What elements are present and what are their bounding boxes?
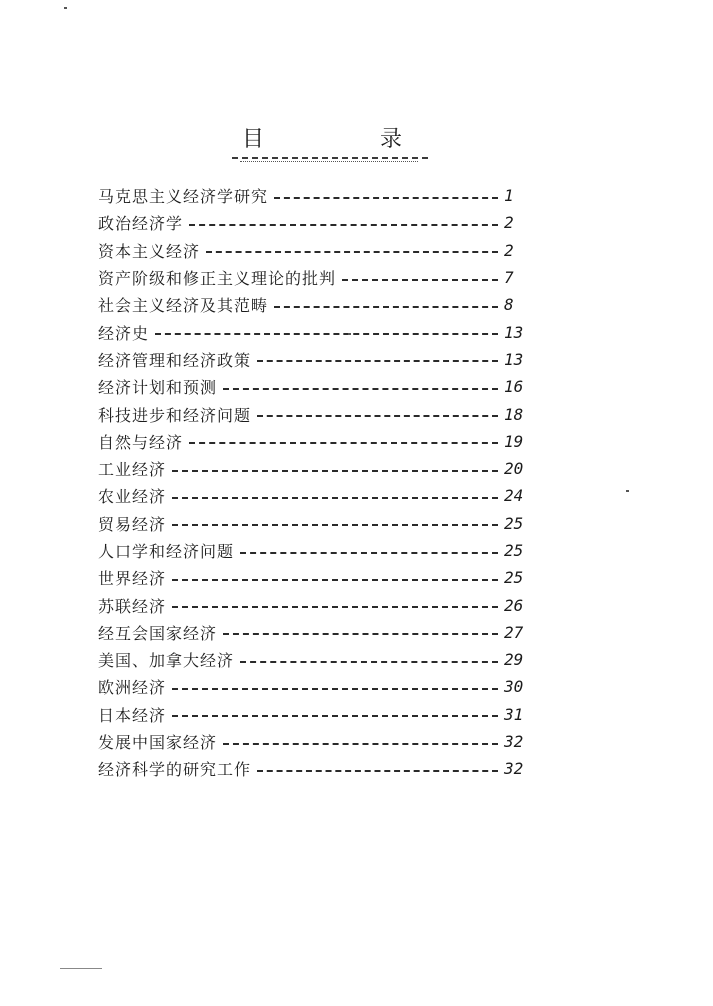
toc-entry xyxy=(98,619,528,646)
dot-leader xyxy=(172,579,498,581)
toc-entry-label: 资产阶级和修正主义理论的批判 xyxy=(98,269,337,289)
toc-entry-page-number: 13 xyxy=(504,322,524,342)
toc-entry-label: 经互会国家经济 xyxy=(98,623,218,643)
title-underline-secondary xyxy=(240,161,418,162)
toc-entry-label: 贸易经济 xyxy=(98,514,167,534)
dot-leader xyxy=(172,715,498,717)
toc-entry xyxy=(98,537,528,564)
toc-entry-page-number: 31 xyxy=(504,704,524,724)
toc-entry-page-number: 18 xyxy=(504,404,524,424)
toc-entry-label: 政治经济学 xyxy=(98,214,184,234)
dot-leader xyxy=(257,415,498,417)
page-title xyxy=(240,126,430,156)
toc-entry-label: 经济科学的研究工作 xyxy=(98,760,252,780)
toc-entry-label: 农业经济 xyxy=(98,487,167,507)
toc-entry-page-number: 26 xyxy=(504,595,524,615)
toc-entry-page-number: 32 xyxy=(504,732,524,752)
dot-leader xyxy=(274,306,498,308)
toc-entry xyxy=(98,209,528,236)
toc-entry-page-number: 2 xyxy=(504,213,514,233)
dot-leader xyxy=(172,497,498,499)
toc-entry-label: 自然与经济 xyxy=(98,432,184,452)
toc-entry-label: 经济管理和经济政策 xyxy=(98,350,252,370)
scan-speck xyxy=(626,490,629,492)
toc-entry-label: 欧洲经济 xyxy=(98,678,167,698)
toc-entry-label: 经济计划和预测 xyxy=(98,378,218,398)
toc-entry xyxy=(98,346,528,373)
title-underline xyxy=(232,157,428,159)
toc-entry xyxy=(98,291,528,318)
toc-entry xyxy=(98,237,528,264)
dot-leader xyxy=(274,197,498,199)
dot-leader xyxy=(240,552,498,554)
toc-entry xyxy=(98,728,528,755)
toc-entry-label: 科技进步和经济问题 xyxy=(98,405,252,425)
dot-leader xyxy=(172,524,498,526)
dot-leader xyxy=(172,470,498,472)
toc-entry xyxy=(98,264,528,291)
toc-entry-label: 世界经济 xyxy=(98,569,167,589)
toc-entry-page-number: 27 xyxy=(504,622,524,642)
toc-entry xyxy=(98,673,528,700)
toc-entry xyxy=(98,182,528,209)
toc-entry-page-number: 25 xyxy=(504,568,524,588)
dot-leader xyxy=(172,688,498,690)
toc-entry xyxy=(98,564,528,591)
toc-entry-page-number: 25 xyxy=(504,541,524,560)
toc-entry-label: 人口学和经济问题 xyxy=(98,542,235,561)
dot-leader xyxy=(189,442,498,444)
dot-leader xyxy=(189,224,498,226)
toc-entry xyxy=(98,373,528,400)
toc-entry-label: 资本主义经济 xyxy=(98,241,201,261)
toc-entry-label: 日本经济 xyxy=(98,705,167,725)
toc-entry xyxy=(98,318,528,345)
toc-entry xyxy=(98,646,528,673)
toc-entry-page-number: 19 xyxy=(504,431,524,451)
dot-leader xyxy=(240,661,498,663)
toc-entry xyxy=(98,455,528,482)
dot-leader xyxy=(257,360,498,362)
toc-entry-page-number: 1 xyxy=(504,186,514,206)
table-of-contents xyxy=(98,182,528,783)
toc-entry xyxy=(98,510,528,537)
toc-entry-label: 马克思主义经济学研究 xyxy=(98,187,269,207)
toc-entry-page-number: 25 xyxy=(504,513,524,533)
toc-entry-page-number: 24 xyxy=(504,486,524,506)
toc-entry-label: 经济史 xyxy=(98,323,150,343)
toc-entry-page-number: 32 xyxy=(504,759,524,779)
toc-entry-label: 美国、加拿大经济 xyxy=(98,651,235,671)
toc-entry-label: 工业经济 xyxy=(98,460,167,480)
toc-entry-page-number: 8 xyxy=(504,295,514,315)
title-char-right: 录 xyxy=(380,127,405,152)
dot-leader xyxy=(206,251,498,253)
scan-speck xyxy=(348,333,351,335)
toc-entry-page-number: 13 xyxy=(504,349,524,369)
toc-entry-page-number: 7 xyxy=(504,268,514,288)
toc-entry-label: 社会主义经济及其范畴 xyxy=(98,296,269,316)
toc-entry-page-number: 2 xyxy=(504,240,514,260)
toc-entry-page-number: 29 xyxy=(504,650,524,670)
toc-entry-page-number: 20 xyxy=(504,459,524,479)
dot-leader xyxy=(223,633,498,635)
toc-entry xyxy=(98,755,528,782)
dot-leader xyxy=(155,333,498,335)
dot-leader xyxy=(342,279,498,281)
dot-leader xyxy=(223,388,498,390)
toc-entry xyxy=(98,428,528,455)
dot-leader xyxy=(257,770,498,772)
toc-entry xyxy=(98,701,528,728)
dot-leader xyxy=(172,606,498,608)
toc-entry-label: 发展中国家经济 xyxy=(98,733,218,753)
toc-entry-page-number: 16 xyxy=(504,377,524,397)
toc-entry xyxy=(98,482,528,509)
toc-entry xyxy=(98,591,528,618)
dot-leader xyxy=(223,743,498,745)
scan-mark xyxy=(60,968,102,969)
toc-entry-page-number: 30 xyxy=(504,677,524,697)
title-char-left: 目 xyxy=(242,127,267,152)
toc-entry xyxy=(98,400,528,427)
scan-speck xyxy=(64,7,67,9)
toc-entry-label: 苏联经济 xyxy=(98,596,167,616)
